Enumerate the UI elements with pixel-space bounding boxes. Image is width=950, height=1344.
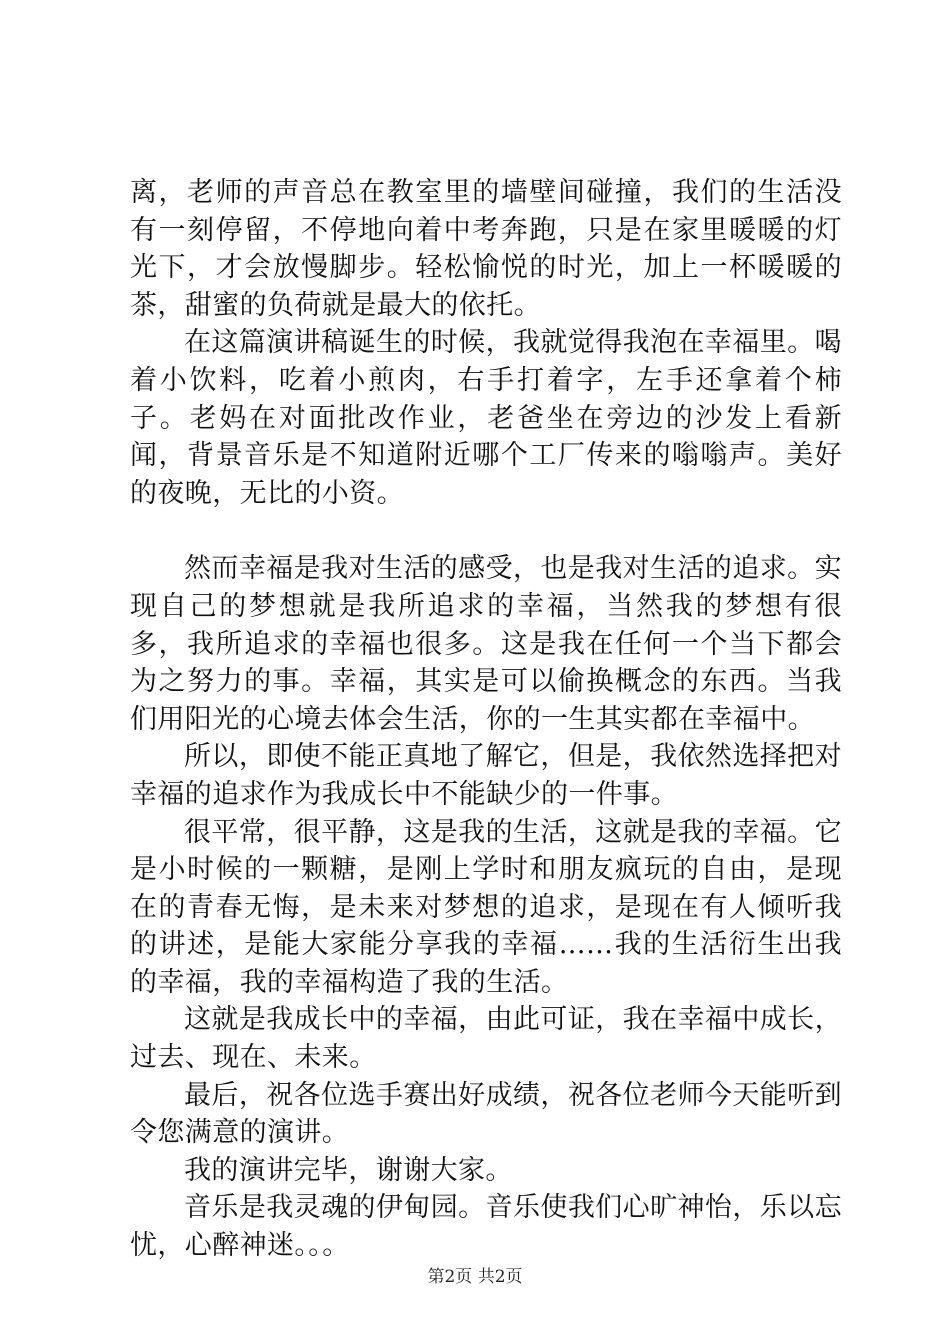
paragraph-4: 所以，即使不能正真地了解它，但是，我依然选择把对幸福的追求作为我成长中不能缺少的一件事。: [130, 741, 842, 810]
paragraph-8: 我的演讲完毕，谢谢大家。: [184, 1154, 513, 1186]
paragraph-9: 音乐是我灵魂的伊甸园。音乐使我们心旷神怡，乐以忘忧，心醉神迷。。。: [130, 1192, 842, 1262]
paragraph-5: 很平常，很平静，这是我的生活，这就是我的幸福。它是小时候的一颗糖，是刚上学时和朋友疯玩的自由，是现在的青春无悔，是未来对梦想的追求，是现在有人倾听我的讲述，是能大家能分享我的幸福……我的生活衍生出我的幸福，我的幸福构造了我的生活。: [130, 816, 842, 998]
paragraph-3: 然而幸福是我对生活的感受，也是我对生活的追求。实现自己的梦想就是我所追求的幸福，当然我的梦想有很多，我所追求的幸福也很多。这是我在任何一个当下都会为之努力的事。幸福，其实是可以偷换概念的东西。当我们用阳光的心境去体会生活，你的一生其实都在幸福中。: [130, 553, 842, 735]
document-body: [130, 174, 842, 1265]
paragraph-1: 离，老师的声音总在教室里的墙壁间碰撞，我们的生活没有一刻停留，不停地向着中考奔跑，只是在家里暖暖的灯光下，才会放慢脚步。轻松愉悦的时光，加上一杯暖暖的茶，甜蜜的负荷就是最大的依托。: [130, 177, 842, 321]
paragraph-7: 最后，祝各位选手赛出好成绩，祝各位老师今天能听到令您满意的演讲。: [130, 1079, 842, 1149]
paragraph-2: 在这篇演讲稿诞生的时候，我就觉得我泡在幸福里。喝着小饮料，吃着小煎肉，右手打着字，左手还拿着个柿子。老妈在对面批改作业，老爸坐在旁边的沙发上看新闻，背景音乐是不知道附近哪个工厂传来的嗡嗡声。美好的夜晚，无比的小资。: [130, 327, 842, 509]
paragraph-6: 这就是我成长中的幸福，由此可证，我在幸福中成长，过去、现在、未来。: [130, 1004, 842, 1074]
page-footer: 第2页 共2页: [427, 1267, 523, 1287]
